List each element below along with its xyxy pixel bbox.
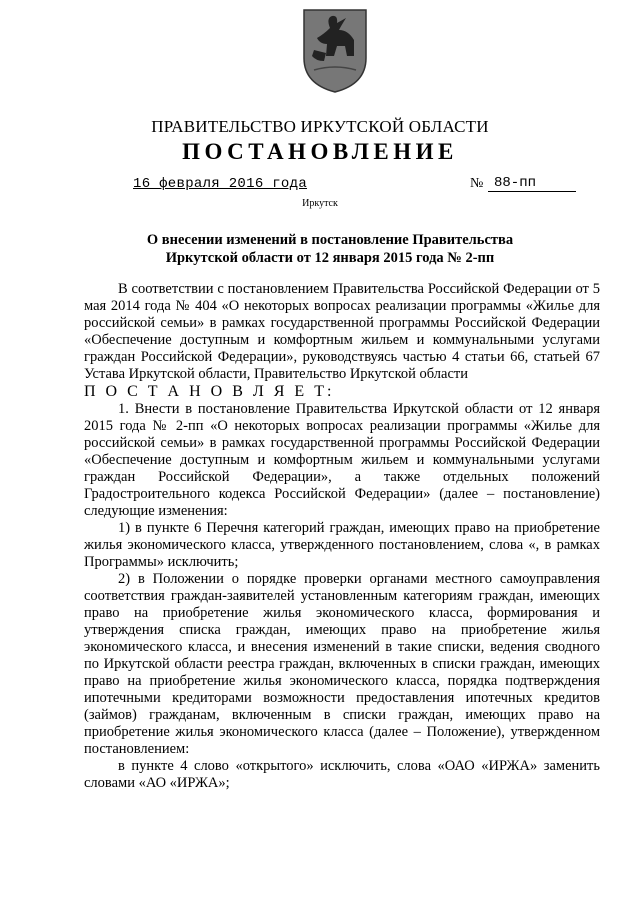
title-line-2: Иркутской области от 12 января 2015 года № 2-пп — [165, 250, 495, 266]
preamble-paragraph: В соответствии с постановлением Правительства Российской Федерации от 5 мая 2014 года № 404 «О некоторых вопросах реализации программы «Жилье для российской семьи» в рамках государственной программы Российской Федерации «Обеспечение доступным и комфортным жильем и коммунальными услугами граждан Российской Федерации», руководствуясь частью 4 статьи 66, статьей 67 Устава Иркутской области, Правительство Иркутской области — [84, 281, 600, 382]
item-1: 1) в пункте 6 Перечня категорий граждан, имеющих право на приобретение жилья экономического класса, утвержденного постановлением, слова «, в рамках Программы» исключить; — [84, 520, 600, 570]
document-city: Иркутск — [302, 198, 338, 209]
document-body — [84, 281, 600, 792]
document-type: ПОСТАНОВЛЕНИЕ — [182, 139, 458, 164]
paragraph-1: 1. Внести в постановление Правительства Иркутской области от 12 января 2015 года № 2-пп «О некоторых вопросах реализации программы «Жилье для российской семьи» в рамках государственной программы Российской Федерации «Обеспечение доступным и комфортным жильем и коммунальными услугами граждан Российской Федерации», а также отдельных положений Градостроительного кодекса Российской Федерации» (далее – постановление) следующие изменения: — [84, 401, 600, 519]
resolves-heading: П О С Т А Н О В Л Я Е Т: — [84, 383, 335, 400]
title-line-1: О внесении изменений в постановление Правительства — [146, 232, 514, 248]
item-2-subitem: в пункте 4 слово «открытого» исключить, слова «ОАО «ИРЖА» заменить словами «АО «ИРЖА»; — [84, 758, 600, 791]
coat-of-arms-icon — [300, 6, 370, 94]
document-number: 88-пп — [488, 176, 576, 192]
document-date: 16 февраля 2016 года — [133, 176, 308, 192]
government-name: ПРАВИТЕЛЬСТВО ИРКУТСКОЙ ОБЛАСТИ — [151, 117, 489, 136]
item-2: 2) в Положении о порядке проверки органами местного самоуправления соответствия граждан-заявителей установленным категориям граждан, имеющих право на приобретение жилья экономического класса, формирования и утверждения списка граждан, имеющих право на приобретение жилья экономического класса, и внесения изменений в такие списки, ведения сводного по Иркутской области реестра граждан, включенных в списки граждан, имеющих право на приобретение жилья экономического класса, порядка подтверждения ипотечными кредиторами возможности предоставления ипотечных кредитов (займов) гражданам, включенным в списки граждан, имеющих право на приобретение жилья экономического класса (далее – Положение), утвержденном постановлением: — [84, 571, 600, 757]
document-title — [120, 231, 540, 267]
number-sign: № — [470, 176, 484, 191]
